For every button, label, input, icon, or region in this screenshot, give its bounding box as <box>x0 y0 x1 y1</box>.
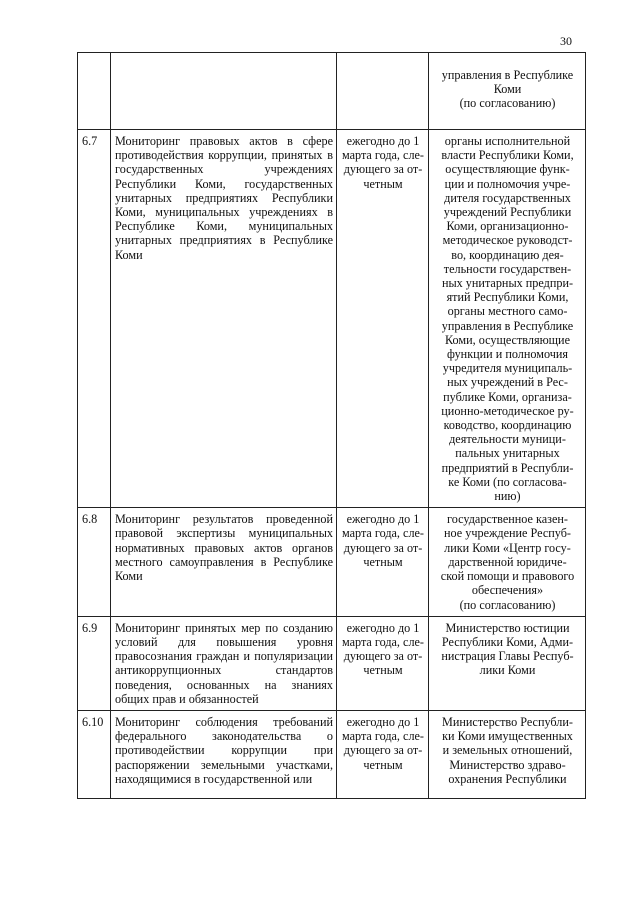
executor: Министерство Республи- ки Коми имущественных и земельных отношений, Министерство здраво- охранения Республики <box>442 714 573 786</box>
page-number: 30 <box>560 34 572 48</box>
deadline: ежегодно до 1 марта года, сле- дующего за от- четным <box>341 620 424 678</box>
row-number: 6.9 <box>78 616 111 710</box>
row-number: 6.7 <box>78 130 111 508</box>
measure-name: Мониторинг результатов проведенной правовой экспертизы муниципальных нормативных правовых актов органов местного самоуправления в Республике Коми <box>111 508 337 616</box>
measure-name: Мониторинг соблюдения требований федерального законодательства о противодействии коррупции при распоряжении земельными участками, находящимися в государственной или <box>111 710 337 798</box>
row-number: 6.10 <box>78 710 111 798</box>
deadline: ежегодно до 1 марта года, сле- дующего за от- четным <box>341 512 424 569</box>
measure-name <box>111 53 337 130</box>
row-number <box>78 53 111 130</box>
deadline: ежегодно до 1 марта года, сле- дующего за от- четным <box>341 134 424 191</box>
table-row <box>78 53 586 130</box>
measure-name: Мониторинг правовых актов в сфере противодействия коррупции, принятых в государственных учреждениях Республики Коми, государственных унитарных предприятиях Республики Коми, муниципальных учреждениях в Республике Коми, муниципальных унитарных предприятиях в Республике Коми <box>111 130 337 508</box>
executor: управления в Республике Коми (по согласованию) <box>441 68 574 111</box>
executor: государственное казен- ное учреждение Респуб- лики Коми «Центр госу- дарственной юридиче- ской помощи и правового обеспечения» (по согласованию) <box>440 512 575 612</box>
row-number: 6.8 <box>78 508 111 616</box>
table-row <box>78 508 586 616</box>
table-row <box>78 710 586 798</box>
executor: органы исполнительной власти Республики Коми, осуществляющие функ- ции и полномочия учре- дителя государственных учреждений Республики Коми, организационно- методическое руководст- во, координацию дея- тельности государствен- ных унитарных предпри- ятий Республики Коми, органы местного само- управления в Республике Коми, осуществляющие функции и полномочия учредителя муниципаль- ных учреждений в Рес- публике Коми, организа- ционно-методическое ру- ководство, координацию деятельности муници- пальных унитарных предприятий в Республи- ке Коми (по согласова- нию) <box>441 134 574 504</box>
measures-table <box>77 52 586 799</box>
table-row <box>78 616 586 710</box>
table-row <box>78 130 586 508</box>
deadline <box>337 53 429 130</box>
deadline: ежегодно до 1 марта года, сле- дующего за от- четным <box>341 714 424 772</box>
executor: Министерство юстиции Республики Коми, Адми- нистрация Главы Респуб- лики Коми <box>441 620 574 678</box>
measure-name: Мониторинг принятых мер по созданию условий для повышения уровня правосознания граждан и популяризации антикоррупционных стандартов поведения, основанных на знаниях общих прав и обязанностей <box>111 616 337 710</box>
